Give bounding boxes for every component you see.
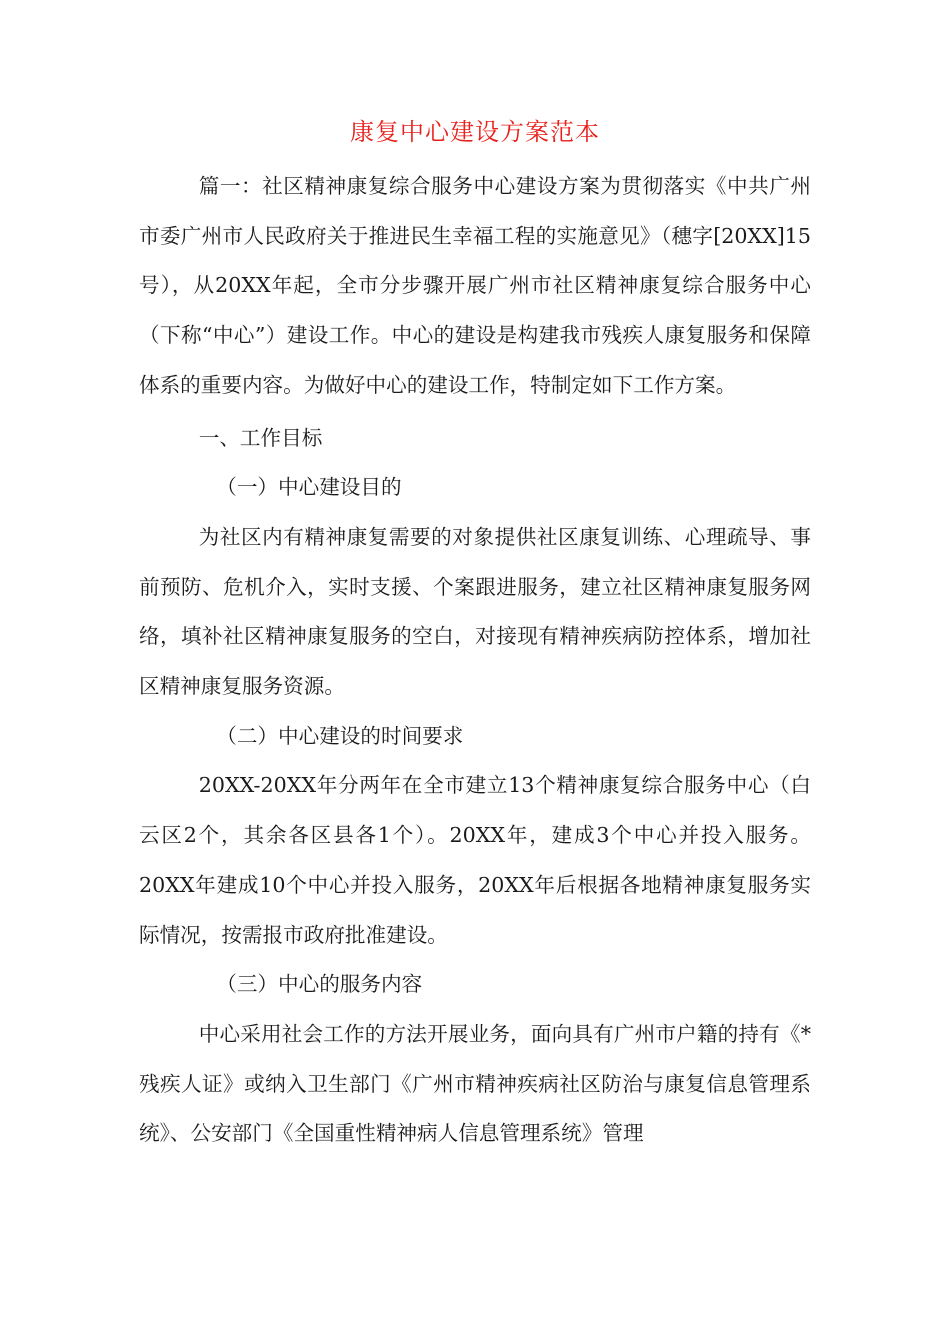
document-body	[139, 162, 811, 1159]
subsection-heading-timeline: （二）中心建设的时间要求	[216, 723, 464, 748]
subsection-heading-purpose: （一）中心建设目的	[216, 475, 402, 500]
timeline-paragraph: 20XX-20XX年分两年在全市建立13个精神康复综合服务中心（白云区2个，其余各区县各1个）。20XX年，建成3个中心并投入服务。20XX年建成10个中心并投入服务，20XX年后根据各地精神康复服务实际情况，按需报市政府批准建设。	[139, 773, 811, 947]
intro-paragraph: 篇一：社区精神康复综合服务中心建设方案为贯彻落实《中共广州市委广州市人民政府关于推进民生幸福工程的实施意见》（穗字[20XX]15号），从20XX年起，全市分步骤开展广州市社区精神康复综合服务中心（下称“中心”）建设工作。中心的建设是构建我市残疾人康复服务和保障体系的重要内容。为做好中心的建设工作，特制定如下工作方案。	[139, 174, 811, 397]
document-title: 康复中心建设方案范本	[350, 118, 600, 146]
purpose-paragraph: 为社区内有精神康复需要的对象提供社区康复训练、心理疏导、事前预防、危机介入，实时支援、个案跟进服务，建立社区精神康复服务网络，填补社区精神康复服务的空白，对接现有精神疾病防控体系，增加社区精神康复服务资源。	[139, 524, 811, 699]
services-paragraph: 中心采用社会工作的方法开展业务，面向具有广州市户籍的持有《*残疾人证》或纳入卫生部门《广州市精神疾病社区防治与康复信息管理系统》、公安部门《全国重性精神病人信息管理系统》管理	[139, 1021, 811, 1146]
section-heading-work-goals: 一、工作目标	[198, 425, 323, 450]
subsection-heading-services: （三）中心的服务内容	[216, 972, 423, 997]
